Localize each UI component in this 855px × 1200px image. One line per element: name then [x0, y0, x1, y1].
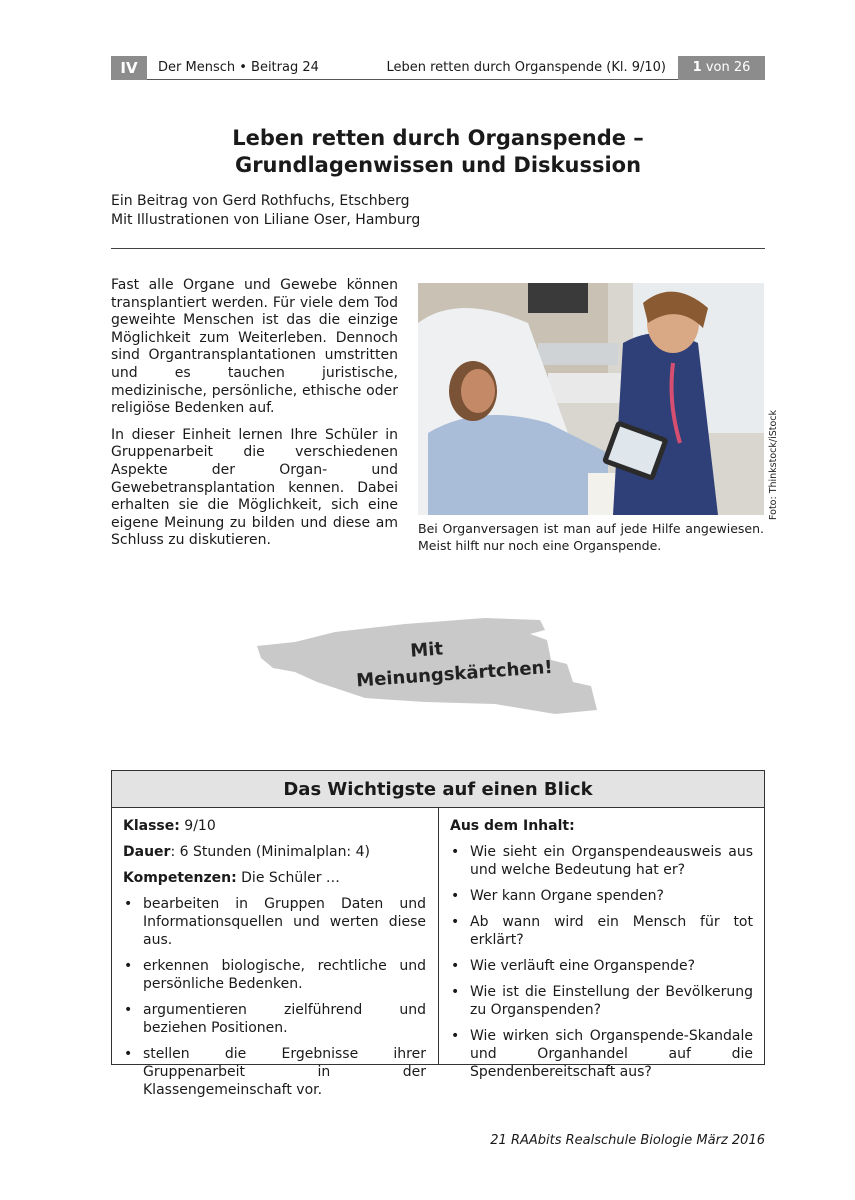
klasse-row — [123, 817, 426, 835]
dauer-value: : 6 Stunden (Minimalplan: 4) — [170, 844, 370, 860]
list-item: • Wer kann Organe spenden? — [450, 887, 753, 905]
overview-heading: Das Wichtigste auf einen Blick — [111, 770, 765, 808]
list-item: • Wie verläuft eine Organspende? — [450, 957, 753, 975]
list-item: • Ab wann wird ein Mensch für tot erklärt? — [450, 913, 753, 949]
overview-column-divider — [438, 808, 439, 1064]
list-item: • Wie sieht ein Organspendeausweis aus und welche Bedeutung hat er? — [450, 843, 753, 879]
overview-right-column — [450, 817, 753, 1089]
intro-text — [111, 277, 398, 559]
stamp-line-2: Meinungskärtchen! — [355, 656, 554, 692]
dauer-label: Dauer — [123, 844, 171, 860]
title-divider — [111, 248, 765, 249]
overview-left-column — [123, 817, 426, 1107]
klasse-value: 9/10 — [179, 818, 216, 834]
kompetenzen-list — [123, 895, 426, 1099]
list-item: • argumentieren zielführend und beziehen Positionen. — [123, 1001, 426, 1037]
hospital-photo — [418, 283, 764, 515]
intro-paragraph-1: Fast alle Organe und Gewebe können transplantiert werden. Für viele dem Tod geweihte Menschen ist das die einzige Möglichkeit zum Weiterleben. Dennoch sind Organtransplantationen umstritten und es tauchen juristische, medizinische, persönliche, ethische oder religiöse Bedenken auf. — [111, 277, 398, 417]
list-item: • Wie wirken sich Organspende-Skandale und Organhandel auf die Spendenbereitschaft aus? — [450, 1027, 753, 1081]
list-item: • bearbeiten in Gruppen Daten und Informationsquellen und werten diese aus. — [123, 895, 426, 949]
klasse-label: Klasse: — [123, 818, 180, 834]
header-topic-label: Leben retten durch Organspende (Kl. 9/10) — [386, 60, 666, 75]
title-line-1: Leben retten durch Organspende – — [232, 126, 644, 150]
photo-credit — [768, 405, 788, 520]
inhalt-list — [450, 843, 753, 1081]
intro-paragraph-2: In dieser Einheit lernen Ihre Schüler in Gruppenarbeit die verschiedenen Aspekte der Organ- und Gewebetransplantation kennen. Dabei erhalten sie die Möglichkeit, sich eine eigene Meinung zu bilden und diese am Schluss zu diskutieren. — [111, 426, 398, 549]
publication-footer: 21 RAAbits Realschule Biologie März 2016 — [490, 1133, 765, 1148]
stamp-line-1: Mit — [409, 638, 444, 662]
page-total: von 26 — [705, 60, 751, 75]
list-item: • erkennen biologische, rechtliche und persönliche Bedenken. — [123, 957, 426, 993]
page-indicator — [678, 56, 765, 80]
author-credits — [111, 192, 420, 230]
list-item: • Wie ist die Einstellung der Bevölkerung zu Organspenden? — [450, 983, 753, 1019]
hospital-photo-drawing — [418, 283, 764, 515]
author-line: Ein Beitrag von Gerd Rothfuchs, Etschberg — [111, 193, 410, 209]
list-item: • stellen die Ergebnisse ihrer Gruppenarbeit in der Klassengemeinschaft vor. — [123, 1045, 426, 1099]
header-series-label: Der Mensch • Beitrag 24 — [158, 60, 319, 75]
kompetenzen-value: Die Schüler … — [236, 870, 340, 886]
kompetenzen-row — [123, 869, 426, 887]
photo-credit-text: Foto: Thinkstock/iStock — [768, 409, 779, 520]
dauer-row — [123, 843, 426, 861]
title-line-2: Grundlagenwissen und Diskussion — [234, 153, 642, 177]
page-title — [111, 125, 765, 179]
kompetenzen-label: Kompetenzen: — [123, 870, 237, 886]
photo-caption: Bei Organversagen ist man auf jede Hilfe angewiesen. Meist hilft nur noch eine Organspende. — [418, 521, 764, 553]
section-number-badge: IV — [111, 56, 147, 80]
inhalt-heading: Aus dem Inhalt: — [450, 818, 575, 834]
illustrator-line: Mit Illustrationen von Liliane Oser, Hamburg — [111, 212, 421, 228]
page-current: 1 — [692, 60, 702, 75]
